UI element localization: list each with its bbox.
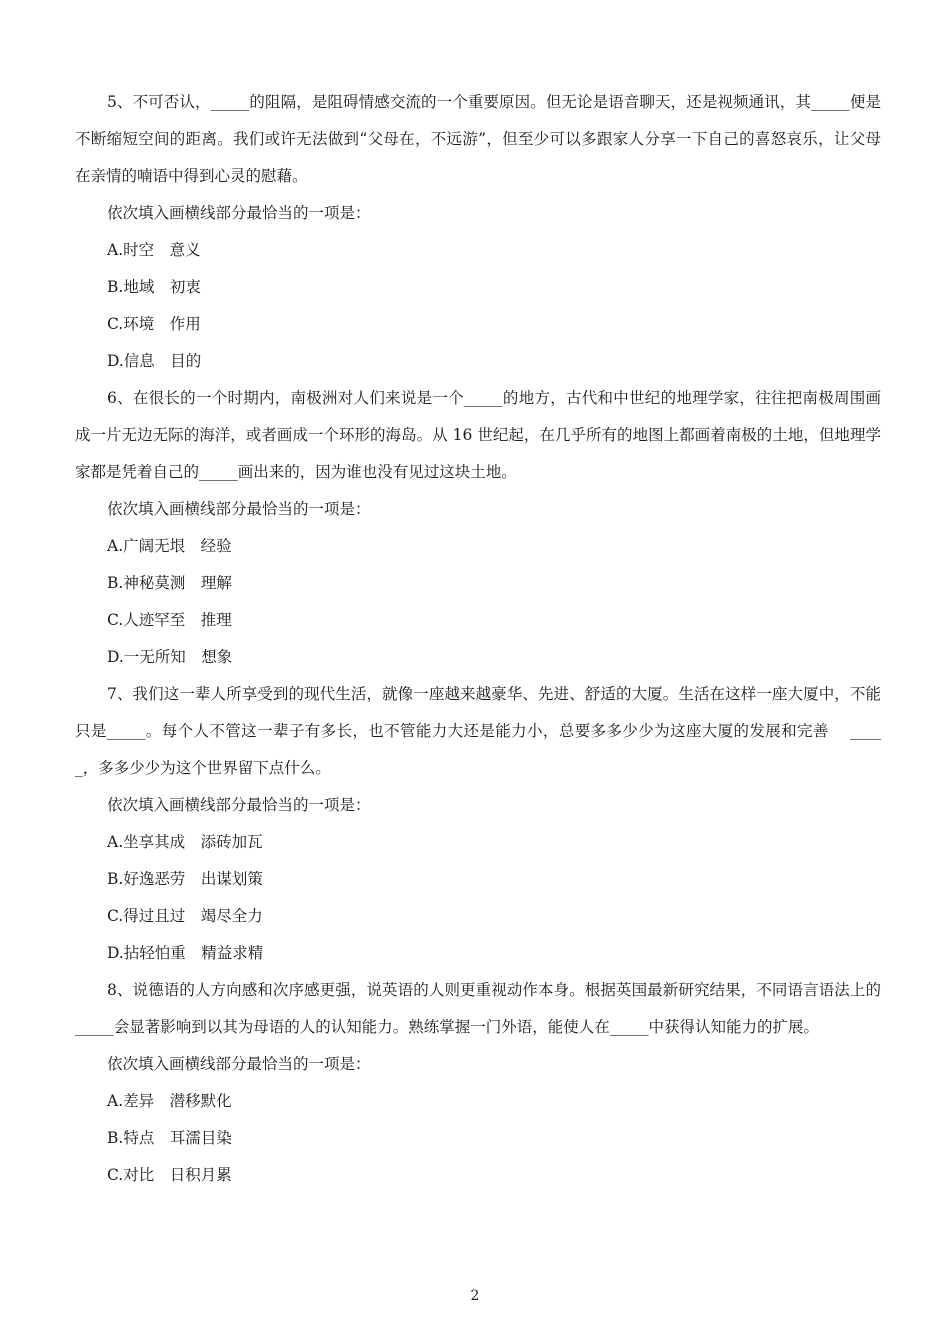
option-b: B.特点 耳濡目染 [107,1129,232,1147]
page-number: 2 [470,1288,480,1304]
option-b: B.好逸恶劳 出谋划策 [107,870,263,888]
question-prompt: 依次填入画横线部分最恰当的一项是： [107,796,371,814]
option-b: B.地域 初衷 [107,278,201,296]
question-prompt: 依次填入画横线部分最恰当的一项是： [107,500,371,518]
question-list [75,84,881,1194]
option-c: C.对比 日积月累 [107,1166,232,1184]
option-d: D.信息 目的 [107,352,202,370]
question-text: 8、说德语的人方向感和次序感更强，说英语的人则更重视动作本身。根据英国最新研究结果，不同语言语法上的_____会显著影响到以其为母语的人的认知能力。熟练掌握一门外语，能使人在_____中获得认知能力的扩展。 [75,981,881,1036]
option-a: A.广阔无垠 经验 [107,537,232,555]
option-a: A.差异 潜移默化 [107,1092,232,1110]
option-c: C.环境 作用 [107,315,201,333]
question-text: 7、我们这一辈人所享受到的现代生活，就像一座越来越豪华、先进、舒适的大厦。生活在这样一座大厦中，不能只是_____。每个人不管这一辈子有多长，也不管能力大还是能力小，总要多多少少为这座大厦的发展和完善 _____，多多少少为这个世界留下点什么。 [75,685,881,777]
question-8 [75,972,881,1194]
question-7 [75,676,881,972]
option-b: B.神秘莫测 理解 [107,574,232,592]
question-5 [75,84,881,380]
option-d: D.拈轻怕重 精益求精 [107,944,264,962]
option-a: A.坐享其成 添砖加瓦 [107,833,263,851]
option-c: C.得过且过 竭尽全力 [107,907,263,925]
question-text: 5、不可否认，_____的阻隔，是阻碍情感交流的一个重要原因。但无论是语音聊天，还是视频通讯，其_____便是不断缩短空间的距离。我们或许无法做到“父母在，不远游”，但至少可以多跟家人分享一下自己的喜怒哀乐，让父母在亲情的喃语中得到心灵的慰藉。 [75,93,881,185]
question-prompt: 依次填入画横线部分最恰当的一项是： [107,204,371,222]
question-text: 6、在很长的一个时期内，南极洲对人们来说是一个_____的地方，古代和中世纪的地理学家，往往把南极周围画成一片无边无际的海洋，或者画成一个环形的海岛。从 16 世纪起，在几乎所有的地图上都画着南极的土地，但地理学家都是凭着自己的_____画出来的，因为谁也没有见过这块土地。 [75,389,881,481]
option-c: C.人迹罕至 推理 [107,611,232,629]
option-d: D.一无所知 想象 [107,648,233,666]
option-a: A.时空 意义 [107,241,201,259]
question-prompt: 依次填入画横线部分最恰当的一项是： [107,1055,371,1073]
question-6 [75,380,881,676]
